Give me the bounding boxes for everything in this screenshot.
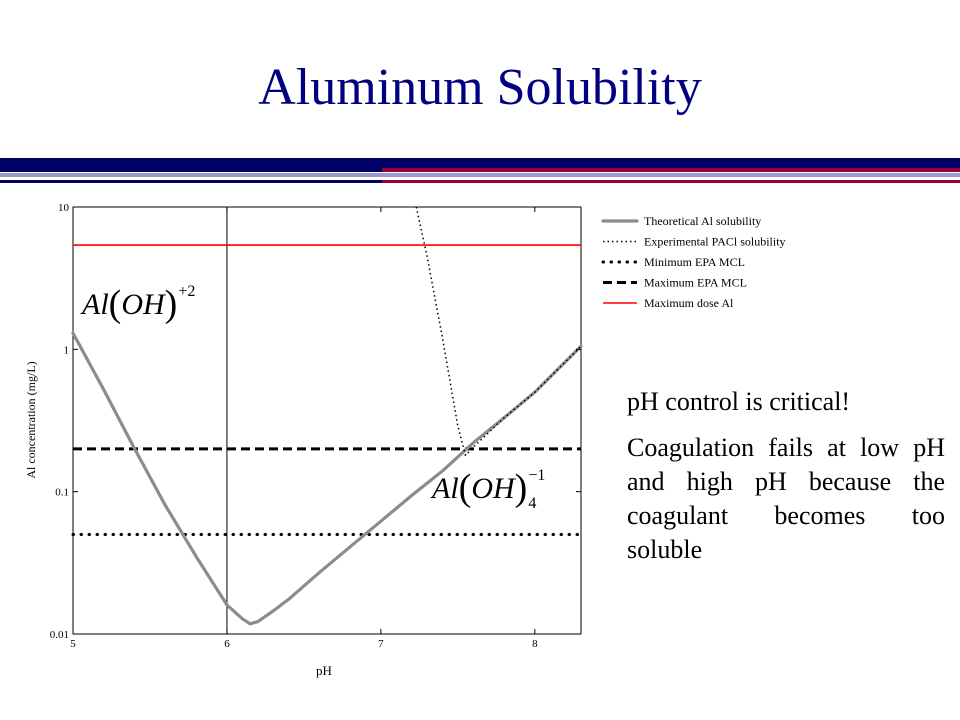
title-rule-accent-thin <box>382 180 960 183</box>
formula-text: Al(OH) <box>432 467 528 509</box>
legend-label: Minimum EPA MCL <box>644 255 745 269</box>
slide-title: Aluminum Solubility <box>258 59 702 116</box>
x-axis-label: pH <box>316 663 332 678</box>
title-rule-light <box>0 173 960 177</box>
legend-label: Maximum EPA MCL <box>644 275 747 290</box>
note-coagulation: Coagulation fails at low pH and high pH because the coagulant becomes too soluble <box>627 433 945 564</box>
y-tick-label: 0.01 <box>49 629 69 641</box>
note-ph-control: pH control is critical! <box>627 387 851 416</box>
x-tick-label: 8 <box>532 638 538 650</box>
legend-label: Experimental PACl solubility <box>644 234 786 249</box>
slide-notes <box>627 385 945 579</box>
y-tick-label: 0.1 <box>55 486 69 499</box>
legend-label: Theoretical Al solubility <box>644 214 762 228</box>
title-rule-thick <box>0 158 960 172</box>
x-tick-label: 6 <box>224 638 230 650</box>
legend-label: Maximum dose Al <box>644 296 734 310</box>
y-tick-label: 1 <box>63 344 69 357</box>
y-tick-label: 10 <box>58 202 69 214</box>
formula-superscript: −1 <box>528 467 546 484</box>
title-rule-thin <box>0 180 960 183</box>
legend <box>603 214 786 310</box>
title-rule-accent <box>382 168 960 172</box>
x-tick-label: 5 <box>70 638 76 650</box>
formula-text: Al(OH) <box>82 283 178 325</box>
y-axis-label: Al concentration (mg/L) <box>24 361 38 479</box>
x-tick-label: 7 <box>378 638 384 650</box>
formula-subscript: 4 <box>528 495 537 512</box>
formula-superscript: +2 <box>178 283 196 300</box>
plot-frame <box>73 207 581 634</box>
